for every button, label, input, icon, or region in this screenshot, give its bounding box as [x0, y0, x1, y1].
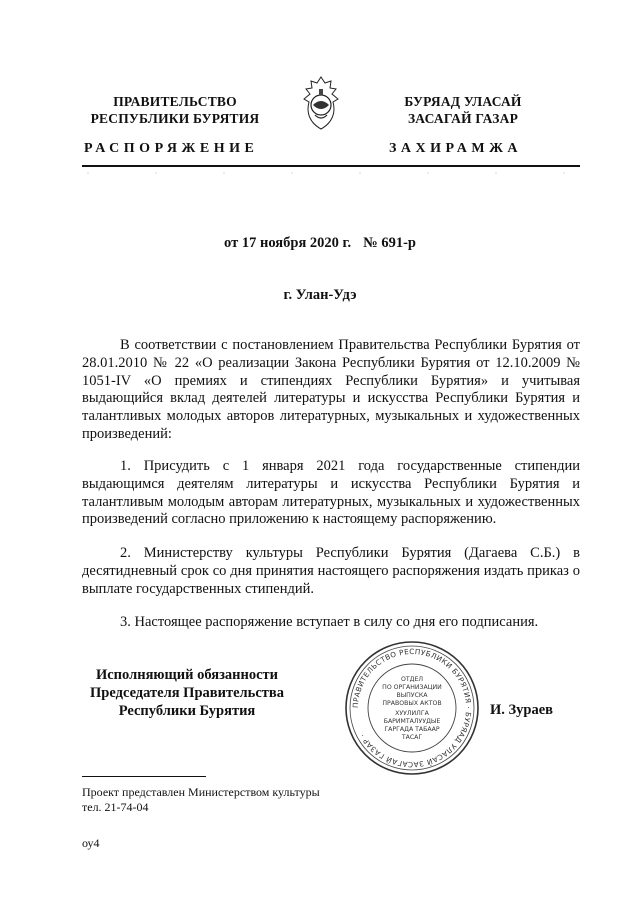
- document-city: г. Улан-Удэ: [283, 287, 357, 303]
- footer-divider: [82, 776, 206, 777]
- footer-code: оу4: [82, 836, 100, 850]
- buryatia-coat-of-arms-icon: [300, 75, 342, 131]
- header-divider: [82, 165, 580, 167]
- header-right-authority: [358, 93, 568, 127]
- item-2-paragraph: 2. Министерству культуры Республики Бурятия (Дагаева С.Б.) в десятидневный срок со дня принятия настоящего распоряжения издать приказ о выплате государственных стипендий.: [82, 545, 580, 597]
- header-left-line2: РЕСПУБЛИКИ БУРЯТИЯ: [90, 111, 260, 126]
- doc-type-buryat: ЗАХИРАМЖА: [389, 141, 523, 156]
- signatory-title-line1: Исполняющий обязанности: [95, 667, 279, 683]
- svg-text:ПРАВИТЕЛЬСТВО РЕСПУБЛИКИ БУРЯТ: [351, 647, 473, 769]
- signatory-title: [82, 666, 292, 720]
- signatory-title-line2: Председателя Правительства: [90, 685, 284, 701]
- document-date: от 17 ноября 2020 г.: [224, 235, 352, 251]
- stamp-line: ГАРГАДА ТАБААР: [384, 726, 440, 733]
- footer-prepared-by: Проект представлен Министерством культуры: [82, 785, 320, 799]
- stamp-line: ТАСАГ: [401, 734, 423, 741]
- document-number: № 691-р: [363, 235, 416, 251]
- header-right-line2: ЗАСАГАЙ ГАЗАР: [407, 111, 519, 126]
- item-3-paragraph: 3. Настоящее распоряжение вступает в силу со дня его подписания.: [120, 614, 539, 630]
- stamp-line: ПРАВОВЫХ АКТОВ: [382, 700, 442, 707]
- stamp-ring-text: ПРАВИТЕЛЬСТВО РЕСПУБЛИКИ БУРЯТИЯ · БУРЯАД УЛАСАЙ ЗАСАГАЙ ГАЗАР ·: [350, 646, 474, 770]
- preamble-paragraph: В соответствии с постановлением Правительства Республики Бурятия от 28.01.2010 № 22 «О реализации Закона Республики Бурятия от 12.10.2009 № 1051-IV «О премиях и стипендиях Республики Бурятия» и учитывая выдающийся вклад деятелей литературы и искусства Республики Бурятия и талантливых молодых авторов литературных, музыкальных и художественных произведений:: [82, 337, 580, 442]
- signatory-name: И. Зураев: [490, 702, 554, 718]
- header-left-line1: ПРАВИТЕЛЬСТВО: [113, 94, 237, 109]
- header-dotted-divider: [82, 170, 580, 176]
- stamp-line: ХУУЛИЛГА: [395, 710, 429, 717]
- footer-phone: тел. 21-74-04: [82, 800, 149, 814]
- official-stamp: [342, 638, 482, 778]
- stamp-line: ВЫПУСКА: [396, 692, 428, 699]
- stamp-line: БАРИМТАЛУУДЫЕ: [383, 718, 441, 725]
- document-date-number: [0, 235, 640, 252]
- header-left-authority: [70, 93, 280, 127]
- stamp-line: ПО ОРГАНИЗАЦИИ: [382, 684, 442, 691]
- item-1-paragraph: 1. Присудить с 1 января 2021 года государственные стипендии выдающимся деятелям литературы и искусства Республики Бурятия и талантливым молодым авторам литературных, музыкальных и художественных произведений согласно приложению к настоящему распоряжению.: [82, 458, 580, 528]
- signatory-title-line3: Республики Бурятия: [118, 703, 256, 719]
- header-right-line1: БУРЯАД УЛАСАЙ: [404, 94, 522, 109]
- doc-type-russian: РАСПОРЯЖЕНИЕ: [84, 141, 259, 156]
- stamp-line: ОТДЕЛ: [400, 676, 424, 683]
